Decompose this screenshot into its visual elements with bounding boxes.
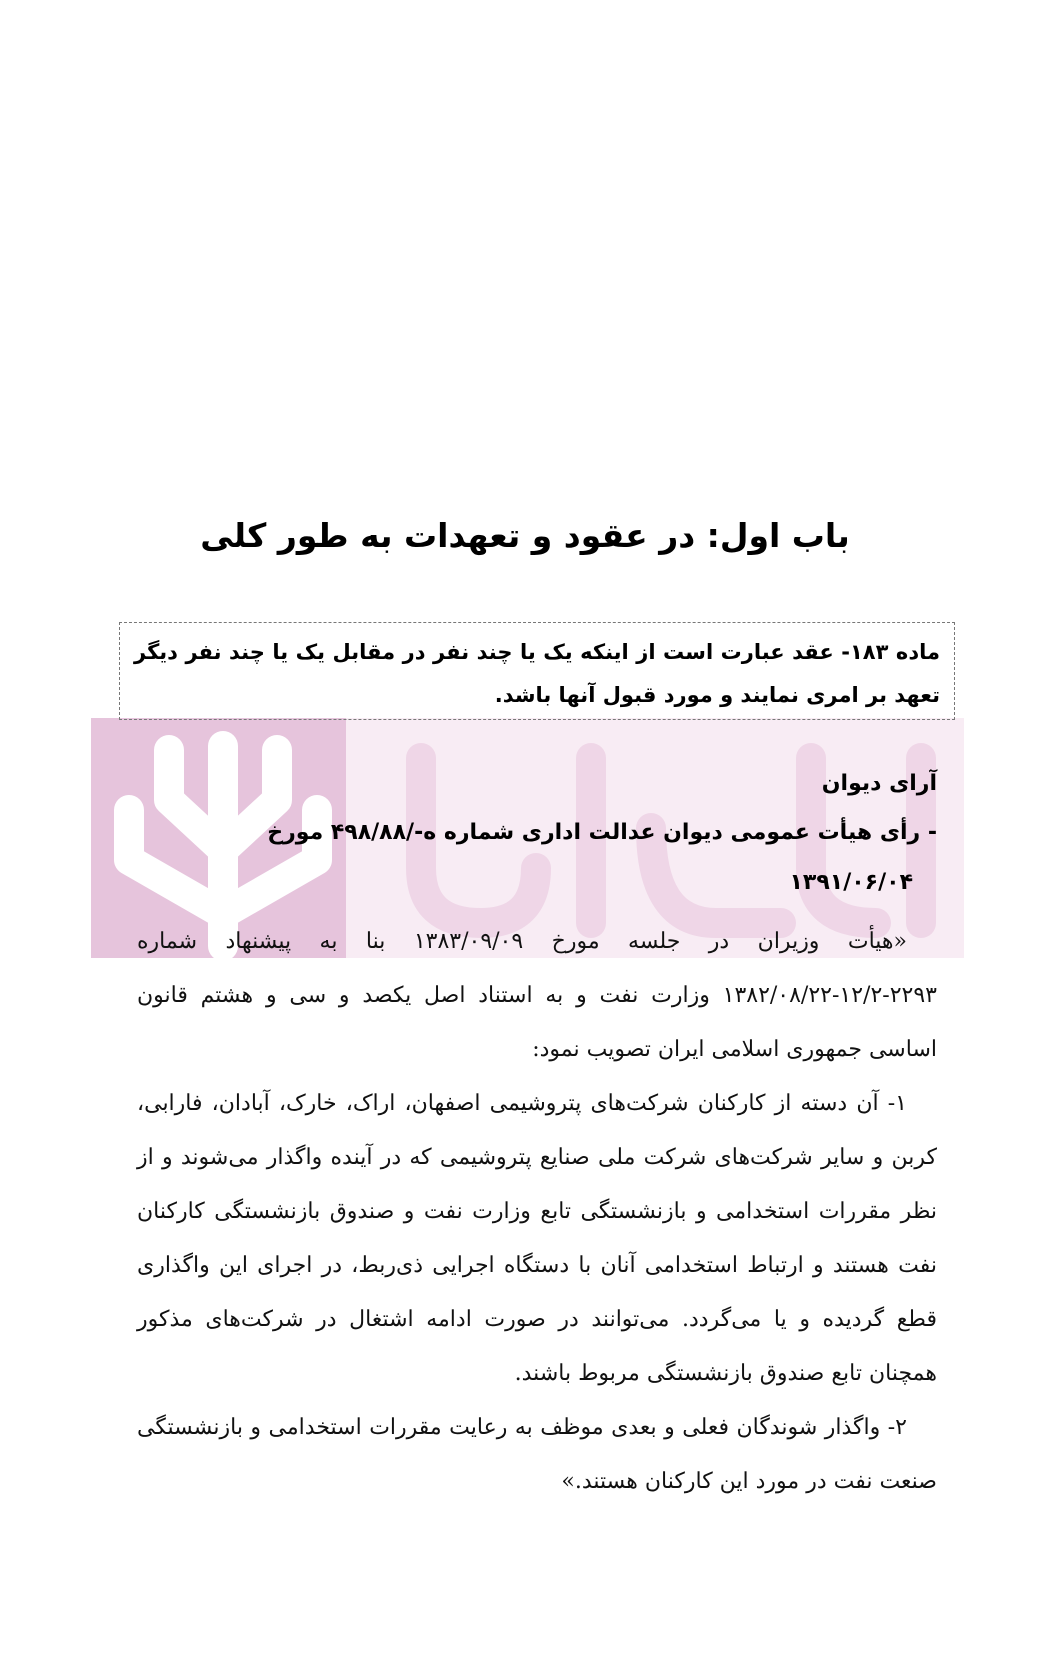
ruling-body bbox=[137, 915, 937, 1509]
body-paragraph: ۲- واگذار شوندگان فعلی و بعدی موظف به رعایت مقررات استخدامی و بازنشستگی صنعت نفت در مورد این کارکنان هستند.» bbox=[137, 1415, 937, 1494]
body-paragraph: «هیأت وزیران در جلسه مورخ ۱۳۸۳/۰۹/۰۹ بنا به پیشنهاد شماره ۲۲۹۳-۱۲/۲-۱۳۸۲/۰۸/۲۲ وزارت نفت و به استناد اصل یکصد و سی و هشتم قانون اساسی جمهوری اسلامی ایران تصویب نمود: bbox=[137, 929, 937, 1062]
ruling-title bbox=[137, 808, 937, 908]
ruling-title-text: - رأی هیأت عمومی دیوان عدالت اداری شماره ه-/۴۹۸/۸۸ مورخ bbox=[267, 820, 937, 845]
body-paragraph: ۱- آن دسته از کارکنان شرکت‌های پتروشیمی اصفهان، اراک، خارک، آبادان، فارابی، کربن و سایر شرکت‌های شرکت ملی صنایع پتروشیمی که در آینده واگذار می‌شوند و از نظر مقررات استخدامی و بازنشستگی تابع وزارت نفت و صندوق بازنشستگی کارکنان نفت هستند و ارتباط استخدامی آنان با دستگاه اجرایی ذی‌ربط، در اجرای این واگذاری قطع گردیده و یا می‌گردد. می‌توانند در صورت ادامه اشتغال در شرکت‌های مذکور همچنان تابع صندوق بازنشستگی مربوط باشند. bbox=[137, 1091, 937, 1386]
ruling-date: ۱۳۹۱/۰۶/۰۴ bbox=[789, 870, 913, 895]
rulings-section bbox=[137, 760, 937, 908]
rulings-heading: آرای دیوان bbox=[821, 771, 937, 796]
article-183-box: ماده ۱۸۳- عقد عبارت است از اینکه یک یا چند نفر در مقابل یک یا چند نفر دیگر تعهد بر امری نمایند و مورد قبول آنها باشد. bbox=[119, 622, 955, 720]
chapter-title: باب اول: در عقود و تعهدات به طور کلی bbox=[200, 516, 850, 555]
